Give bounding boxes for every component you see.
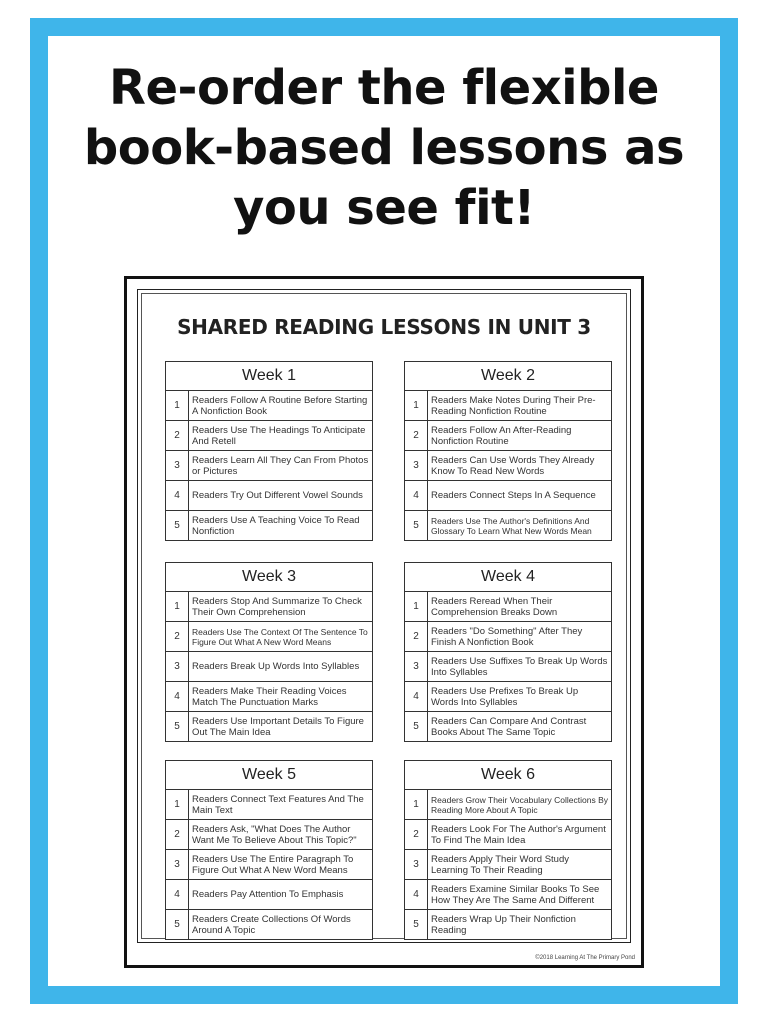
lesson-title: Readers Use Important Details To Figure Out The Main Idea <box>192 715 364 738</box>
week-1-table <box>165 361 373 541</box>
lesson-row <box>166 622 372 652</box>
headline-line-2: book-based lessons as <box>83 120 685 176</box>
lesson-row <box>405 652 611 682</box>
lesson-row <box>166 682 372 712</box>
week-header: Week 2 <box>405 362 611 391</box>
lesson-number: 3 <box>405 652 428 681</box>
lesson-number: 5 <box>166 910 189 939</box>
lesson-title: Readers Can Compare And Contrast Books About The Same Topic <box>431 715 587 738</box>
week-header: Week 5 <box>166 761 372 790</box>
lesson-title: Readers Use Suffixes To Break Up Words Into Syllables <box>431 655 608 678</box>
lesson-row <box>166 790 372 820</box>
lesson-title: Readers Pay Attention To Emphasis <box>192 889 344 900</box>
lesson-title: Readers Reread When Their Comprehension Breaks Down <box>431 595 558 618</box>
lesson-row <box>405 451 611 481</box>
lesson-title: Readers Use The Entire Paragraph To Figure Out What A New Word Means <box>192 853 354 876</box>
lesson-title: Readers Use The Headings To Anticipate And Retell <box>192 424 366 447</box>
lesson-number: 1 <box>405 790 428 819</box>
week-header: Week 4 <box>405 563 611 592</box>
headline <box>48 58 720 238</box>
week-header: Week 3 <box>166 563 372 592</box>
lesson-number: 3 <box>166 451 189 480</box>
lesson-title: Readers Examine Similar Books To See How They Are The Same And Different <box>431 883 600 906</box>
lesson-row <box>405 910 611 939</box>
lesson-number: 4 <box>405 682 428 711</box>
lesson-number: 1 <box>166 790 189 819</box>
lesson-number: 3 <box>166 850 189 879</box>
lesson-row <box>405 622 611 652</box>
lesson-row <box>166 880 372 910</box>
lesson-row <box>166 391 372 421</box>
lesson-number: 4 <box>405 880 428 909</box>
lesson-title: Readers Follow An After-Reading Nonfiction Routine <box>431 424 572 447</box>
lesson-title: Readers Stop And Summarize To Check Their Own Comprehension <box>192 595 362 618</box>
lesson-title: Readers "Do Something" After They Finish A Nonfiction Book <box>431 625 583 648</box>
lesson-number: 5 <box>405 910 428 939</box>
lesson-row <box>405 790 611 820</box>
lesson-title: Readers Use The Author's Definitions And Glossary To Learn What New Words Mean <box>431 515 592 536</box>
lesson-title: Readers Connect Steps In A Sequence <box>431 490 596 501</box>
copyright-notice: ©2018 Learning At The Primary Pond <box>535 955 635 961</box>
lesson-row <box>405 850 611 880</box>
lesson-row <box>405 481 611 511</box>
lesson-number: 5 <box>166 511 189 540</box>
lesson-title: Readers Make Their Reading Voices Match The Punctuation Marks <box>192 685 347 708</box>
lesson-row <box>405 391 611 421</box>
lesson-title: Readers Use A Teaching Voice To Read Nonfiction <box>192 514 360 537</box>
lesson-title: Readers Wrap Up Their Nonfiction Reading <box>431 913 576 936</box>
lesson-number: 4 <box>166 682 189 711</box>
lesson-row <box>166 850 372 880</box>
week-header: Week 1 <box>166 362 372 391</box>
lesson-row <box>166 592 372 622</box>
lesson-row <box>405 712 611 741</box>
lesson-title: Readers Grow Their Vocabulary Collections By Reading More About A Topic <box>431 794 609 815</box>
lesson-row <box>166 481 372 511</box>
lesson-row <box>405 511 611 540</box>
lesson-number: 4 <box>166 880 189 909</box>
lesson-title: Readers Use Prefixes To Break Up Words Into Syllables <box>431 685 579 708</box>
lesson-number: 2 <box>166 421 189 450</box>
lesson-row <box>166 451 372 481</box>
lesson-number: 4 <box>166 481 189 510</box>
lesson-title: Readers Can Use Words They Already Know To Read New Words <box>431 454 595 477</box>
lesson-number: 3 <box>405 850 428 879</box>
lesson-row <box>166 820 372 850</box>
headline-line-3: you see fit! <box>233 180 535 236</box>
lesson-number: 5 <box>405 712 428 741</box>
sheet-title: SHARED READING LESSONS IN UNIT 3 <box>177 315 591 339</box>
lesson-title: Readers Break Up Words Into Syllables <box>192 661 360 672</box>
lesson-row <box>405 682 611 712</box>
lesson-row <box>166 421 372 451</box>
lesson-row <box>405 880 611 910</box>
lesson-number: 1 <box>405 391 428 420</box>
lesson-title: Readers Try Out Different Vowel Sounds <box>192 490 363 501</box>
lesson-row <box>166 910 372 939</box>
week-2-table <box>404 361 612 541</box>
lesson-title: Readers Connect Text Features And The Main Text <box>192 793 364 816</box>
lesson-title: Readers Look For The Author's Argument To Find The Main Idea <box>431 823 606 846</box>
lesson-number: 5 <box>405 511 428 540</box>
lesson-number: 5 <box>166 712 189 741</box>
lesson-title: Readers Make Notes During Their Pre-Reading Nonfiction Routine <box>431 394 596 417</box>
week-3-table <box>165 562 373 742</box>
headline-line-1: Re-order the flexible <box>109 60 659 116</box>
lesson-title: Readers Learn All They Can From Photos or Pictures <box>192 454 369 477</box>
lesson-row <box>166 511 372 540</box>
lesson-title: Readers Apply Their Word Study Learning To Their Reading <box>431 853 569 876</box>
lesson-row <box>405 820 611 850</box>
week-header: Week 6 <box>405 761 611 790</box>
lesson-number: 1 <box>166 391 189 420</box>
week-4-table <box>404 562 612 742</box>
lesson-number: 2 <box>405 820 428 849</box>
lesson-number: 1 <box>405 592 428 621</box>
lesson-number: 3 <box>405 451 428 480</box>
week-6-table <box>404 760 612 940</box>
lesson-number: 1 <box>166 592 189 621</box>
lesson-number: 2 <box>166 820 189 849</box>
lesson-row <box>166 712 372 741</box>
lesson-number: 4 <box>405 481 428 510</box>
lesson-title: Readers Use The Context Of The Sentence To Figure Out What A New Word Means <box>192 626 368 647</box>
lesson-number: 2 <box>405 421 428 450</box>
lesson-title: Readers Create Collections Of Words Around A Topic <box>192 913 351 936</box>
lesson-title: Readers Follow A Routine Before Starting A Nonfiction Book <box>192 394 368 417</box>
lesson-row <box>405 421 611 451</box>
lesson-row <box>405 592 611 622</box>
lesson-number: 3 <box>166 652 189 681</box>
lesson-sheet <box>124 276 644 968</box>
lesson-number: 2 <box>166 622 189 651</box>
lesson-row <box>166 652 372 682</box>
lesson-title: Readers Ask, "What Does The Author Want Me To Believe About This Topic?" <box>192 823 357 846</box>
lesson-number: 2 <box>405 622 428 651</box>
week-5-table <box>165 760 373 940</box>
